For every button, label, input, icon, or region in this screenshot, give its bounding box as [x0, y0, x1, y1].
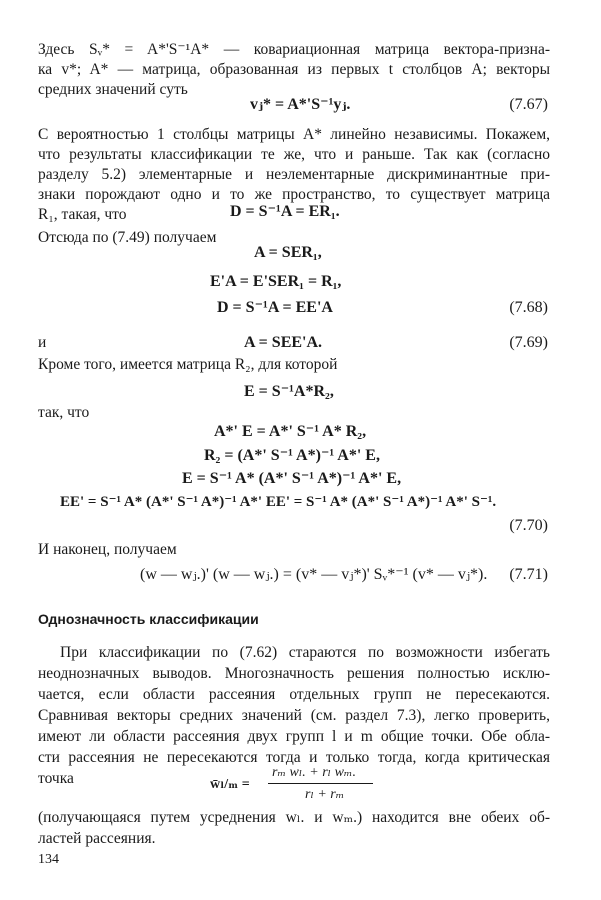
equation-number: (7.69): [509, 334, 548, 351]
text-line: имеют ли области рассеяния двух групп l и m общие точки. Обе обла-: [38, 728, 550, 745]
formula-denominator: rₗ + rₘ: [305, 787, 345, 802]
text-line: так, что: [38, 404, 90, 421]
equation: R₂ = (A*' S⁻¹ A*)⁻¹ A*' E,: [204, 447, 380, 464]
equation: E'A = E'SER₁ = R₁,: [210, 273, 342, 290]
text-line: разделу 5.2) элементарные и неэлементарные дискриминантные при-: [38, 166, 550, 183]
text-line: R₁, такая, что: [38, 206, 127, 223]
page-number: 134: [38, 852, 59, 867]
text-line: Кроме того, имеется матрица R₂, для которой: [38, 356, 338, 373]
text-line: и: [38, 334, 47, 351]
equation: E = S⁻¹A*R₂,: [244, 383, 334, 400]
equation-number: (7.68): [509, 299, 548, 316]
equation-number: (7.71): [509, 566, 548, 583]
text-line: Отсюда по (7.49) получаем: [38, 229, 217, 246]
equation: D = S⁻¹A = EE'A: [217, 299, 333, 316]
text-line: С вероятностью 1 столбцы матрицы A* линейно независимы. Покажем,: [38, 126, 550, 143]
equation: E = S⁻¹ A* (A*' S⁻¹ A*)⁻¹ A*' E,: [182, 470, 402, 487]
equation: (w — wⱼ.)' (w — wⱼ.) = (v* — vⱼ*)' Sᵥ*⁻¹ (v* — vⱼ*).: [140, 566, 488, 583]
equation: A = SER₁,: [254, 244, 322, 261]
text-line: Здесь Sᵥ* = A*'S⁻¹A* — ковариационная матрица вектора-призна-: [38, 41, 550, 58]
equation: A = SEE'A.: [244, 334, 323, 351]
text-line: ка v*; A* — матрица, образованная из первых t столбцов A; векторы: [38, 61, 550, 78]
text-line: средних значений суть: [38, 81, 188, 98]
text-line: Сравнивая векторы средних значений (см. раздел 7.3), легко проверить,: [38, 707, 550, 724]
equation-number: (7.67): [509, 96, 548, 113]
formula-numerator: rₘ wₗ. + rₗ wₘ.: [272, 765, 356, 780]
fraction-bar: [268, 783, 373, 784]
text-line: точка: [38, 770, 74, 787]
text-line: что результаты классификации те же, что и раньше. Так как (согласно: [38, 146, 550, 163]
text-line: (получающаяся путем усреднения wₗ. и wₘ.) находится вне обеих об-: [38, 809, 550, 826]
equation: A*' E = A*' S⁻¹ A* R₂,: [214, 423, 367, 440]
equation: vⱼ* = A*'S⁻¹yⱼ.: [250, 96, 351, 113]
text-line: И наконец, получаем: [38, 541, 177, 558]
text-line: При классификации по (7.62) стараются по возможности избегать: [60, 644, 550, 661]
section-heading: Однозначность классификации: [38, 611, 259, 627]
text-line: ластей рассеяния.: [38, 830, 156, 847]
text-line: чается, если области рассеяния отдельных групп не пересекаются.: [38, 686, 550, 703]
text-line: неоднозначных выводов. Многозначность решения полностью исклю-: [38, 665, 550, 682]
text-line: сти рассеяния не пересекаются тогда и только тогда, когда критическая: [38, 749, 550, 766]
equation: D = S⁻¹A = ER₁.: [230, 203, 340, 220]
text-line: знаки порождают одно и то же пространство, то существует матрица: [38, 186, 550, 203]
equation-number: (7.70): [509, 517, 548, 534]
formula-lhs: w̄ₗ/ₘ =: [210, 777, 250, 792]
equation: EE' = S⁻¹ A* (A*' S⁻¹ A*)⁻¹ A*' EE' = S⁻¹ A* (A*' S⁻¹ A*)⁻¹ A*' S⁻¹.: [60, 494, 497, 510]
